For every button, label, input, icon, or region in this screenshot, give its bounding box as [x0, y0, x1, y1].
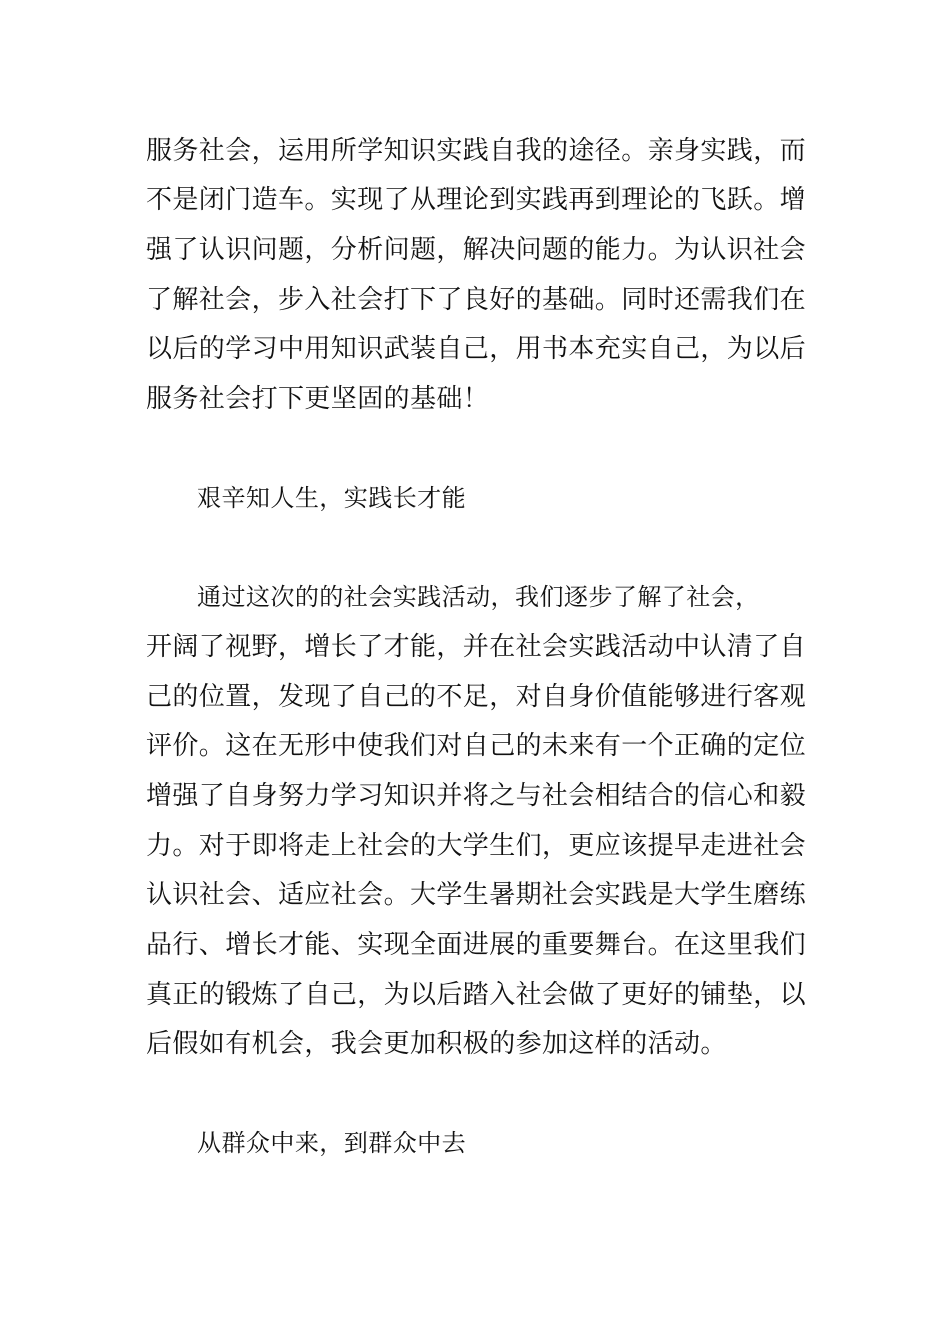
paragraph-2-line-8: 品行、增长才能、实现全面进展的重要舞台。在这里我们	[146, 930, 807, 960]
paragraph-1-line-3: 强了认识问题，分析问题，解决问题的能力。为认识社会	[146, 235, 807, 265]
paragraph-2-line-7: 认识社会、适应社会。大学生暑期社会实践是大学生磨练	[146, 880, 807, 910]
paragraph-1-line-5: 以后的学习中用知识武装自己，用书本充实自己，为以后	[146, 334, 807, 364]
section-heading-1: 艰辛知人生，实践长才能	[197, 484, 467, 512]
paragraph-2-line-2: 开阔了视野，增长了才能，并在社会实践活动中认清了自	[146, 632, 807, 662]
paragraph-2-line-10: 后假如有机会，我会更加积极的参加这样的活动。	[146, 1029, 727, 1059]
paragraph-2-line-9: 真正的锻炼了自己，为以后踏入社会做了更好的铺垫，以	[146, 980, 807, 1010]
paragraph-1-line-2: 不是闭门造车。实现了从理论到实践再到理论的飞跃。增	[146, 185, 807, 215]
section-heading-2: 从群众中来，到群众中去	[197, 1129, 467, 1157]
paragraph-2-line-4: 评价。这在无形中使我们对自己的未来有一个正确的定位	[146, 731, 807, 761]
paragraph-1-line-6: 服务社会打下更坚固的基础！	[146, 384, 490, 414]
paragraph-2-line-5: 增强了自身努力学习知识并将之与社会相结合的信心和毅	[146, 781, 807, 811]
paragraph-2-line-6: 力。对于即将走上社会的大学生们，更应该提早走进社会	[146, 831, 807, 861]
paragraph-1-line-4: 了解社会，步入社会打下了良好的基础。同时还需我们在	[146, 285, 807, 315]
paragraph-1-line-1: 服务社会，运用所学知识实践自我的途径。亲身实践，而	[146, 136, 807, 166]
paragraph-2-line-1: 通过这次的的社会实践活动，我们逐步了解了社会，	[197, 583, 760, 611]
paragraph-2-line-3: 己的位置，发现了自己的不足，对自身价值能够进行客观	[146, 682, 807, 712]
